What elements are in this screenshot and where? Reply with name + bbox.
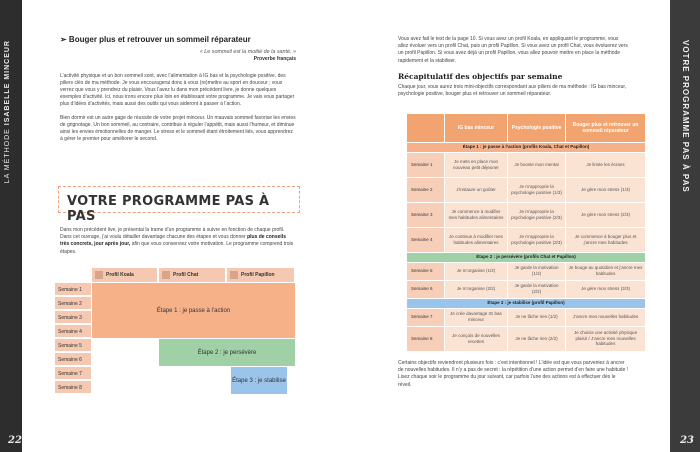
stage-3-block: Étape 3 : je stabilise (231, 367, 287, 394)
grid-week-row: Semaine 4 (55, 325, 91, 338)
grid-week-row: Semaine 5 (55, 339, 91, 352)
stage-1-block: Étape 1 : je passe à l’action (92, 283, 295, 338)
grid-week-row: Semaine 3 (55, 311, 91, 324)
table-row: Semaine 8 Je conçois de nouvelles recettes Je ne lâche rien (2/2) Je choisis une activité physique plaisir / J’ancre mes nouvelles habitudes (407, 326, 646, 351)
table-row: Semaine 3 Je commence à modifier mes habitudes alimentaires Je m’approprie la psychologie positive (2/3) Je gère mon stress (2/3) (407, 202, 646, 227)
program-intro-text-a: Dans mon précédent live, je présentai la trame d’un programme à suivre en fonction de chaque profil. Dans cet ouvrage, j’ai voulu détailler davantage chacune des étapes et vous donner (60, 227, 285, 241)
paragraph-2: Bien dormir est un autre gage de réussite de votre projet minceur. Un mauvais sommeil favorise les envies de grignotage. Un bon sommeil, au contraire, contribue à réguler l’appétit, mais aussi l’humeur, et diminue ainsi les envies émotionnelles de manger. Le stress et le sommeil étant étroitement liés, vous apprendrez à gérer le premier pour améliorer le second. (60, 114, 296, 143)
cat-icon (162, 271, 170, 279)
page-number-right: 23 (680, 435, 694, 446)
objectives-table (406, 114, 646, 352)
left-page-text (60, 36, 296, 146)
stage-title: Étape 3 : je stabilise (profil Papillon) (407, 298, 646, 308)
table-row: Semaine 6 Je m’organise (2/2) Je garde la motivation (2/2) Je gère mon stress (3/3) (407, 280, 646, 298)
right-spine-title: VOTRE PROGRAMME PAS À PAS (681, 40, 690, 193)
grid-week-row: Semaine 1 (55, 283, 91, 296)
table-header-blank (407, 114, 445, 142)
program-grid (55, 268, 295, 394)
stage-row (407, 298, 646, 308)
banner-title: VOTRE PROGRAMME PAS À PAS (67, 194, 270, 224)
grid-week-row: Semaine 8 (55, 381, 91, 394)
stage-2-block: Étape 2 : je persévère (159, 339, 295, 366)
grid-week-row: Semaine 2 (55, 297, 91, 310)
summary-heading: Récapitulatif des objectifs par semaine (398, 71, 563, 81)
quote: « Le sommeil est la moitié de la santé. » (199, 49, 296, 56)
butterfly-icon (230, 271, 238, 279)
table-row: Semaine 5 Je m’organise (1/2) Je garde la motivation (1/2) Je bouge au quotidien et j’ancre mes habitudes (407, 262, 646, 280)
table-row: Semaine 1 Je mets en place mon nouveau petit déjeuner Je booste mon mental Je limite les écrans (407, 152, 646, 177)
grid-week-row: Semaine 6 (55, 353, 91, 366)
grid-week-row: Semaine 7 (55, 367, 91, 380)
program-intro-text-b: afin que vous conserviez votre motivation. Le programme comprend trois étapes. (60, 241, 294, 255)
footer-paragraph: Certains objectifs reviendront plusieurs fois : c’est intentionnel ! L’idée est que vous parveniez à ancrer de nouvelles habitudes. Il n’y a pas de secret : la répétition d’une action permet d’en faire une habitude ! Lisez chaque soir le programme du jour suivant, car parfois l’une des actions est à effectuer dès le réveil. (398, 360, 629, 388)
right-page-text (398, 36, 630, 98)
grid-header-papillon: Profil Papillon (227, 268, 295, 282)
stage-row (407, 142, 646, 152)
right-intro: Vous avez fait le test de la page 10. Si vous avez un profil Koala, en appliquant le programme, vous allez évoluer vers un profil Chat, puis un profil Papillon. Si vous avez un profil Chat, vous évoluerez vers un profil Papillon. Si vous avez déjà un profil Papillon, vous allez pouvoir mettre en place la méthode rapidement et la stabiliser. (398, 36, 628, 64)
program-intro-bold: plus de conseils très concrets, jour après jour, (60, 234, 286, 248)
table-row: Semaine 4 Je continue à modifier mes habitudes alimentaires Je m’approprie la psychologie positive (3/3) Je commence à bouger plus et j’ancre mes habitudes (407, 227, 646, 252)
stage-title: Étape 2 : je persévère (profils Chat et Papillon) (407, 252, 646, 262)
page-number-left: 22 (8, 435, 22, 446)
grid-corner (55, 268, 91, 282)
quote-source: Proverbe français (253, 56, 296, 63)
section-heading: ➢ Bouger plus et retrouver un sommeil réparateur (60, 35, 251, 44)
koala-icon (95, 271, 103, 279)
column-header: Psychologie positive (507, 114, 565, 142)
paragraph-1: L’activité physique et un bon sommeil sont, avec l’alimentation à IG bas et la psychologie positive, des piliers clés de ma méthode. Je vous encouragerai donc à vous (re)mettre au sport en douceur ; vous verrez que vous y prendrez du plaisir. Vous l’avez lu dans mon précédent livre, je donne quelques exemples d’activité. Ici, nous irons encore plus loin en établissant votre programme. Je vais vous partager plus d’idées d’activités, mais aussi des outils qui vous aideront à passer à l’action. (60, 72, 295, 108)
right-spine (670, 0, 700, 452)
summary-intro: Chaque jour, vous aurez trois mini-objectifs correspondant aux piliers de ma méthode : IG bas minceur, psychologie positive, bouger plus et retrouver un sommeil réparateur. (398, 84, 627, 98)
program-intro (60, 227, 296, 256)
stage-title: Étape 1 : je passe à l’action (profils Koala, Chat et Papillon) (407, 142, 646, 152)
column-header: Bouger plus et retrouver un sommeil réparateur (566, 114, 646, 142)
left-spine-title: LA MÉTHODE ISABELLE MINCEUR (4, 40, 11, 184)
stage-row (407, 252, 646, 262)
left-spine (0, 0, 22, 452)
table-row: Semaine 7 Je crée davantage IG bas minceur Je ne lâche rien (1/2) J’ancre mes nouvelles habitudes (407, 308, 646, 326)
table-header-row (407, 114, 646, 142)
program-banner (58, 186, 300, 224)
grid-header-chat: Profil Chat (159, 268, 226, 282)
table-row: Semaine 2 J’instaure un goûter Je m’approprie la psychologie positive (1/3) Je gère mon stress (1/3) (407, 177, 646, 202)
grid-header-koala: Profil Koala (92, 268, 158, 282)
column-header: IG bas minceur (445, 114, 508, 142)
